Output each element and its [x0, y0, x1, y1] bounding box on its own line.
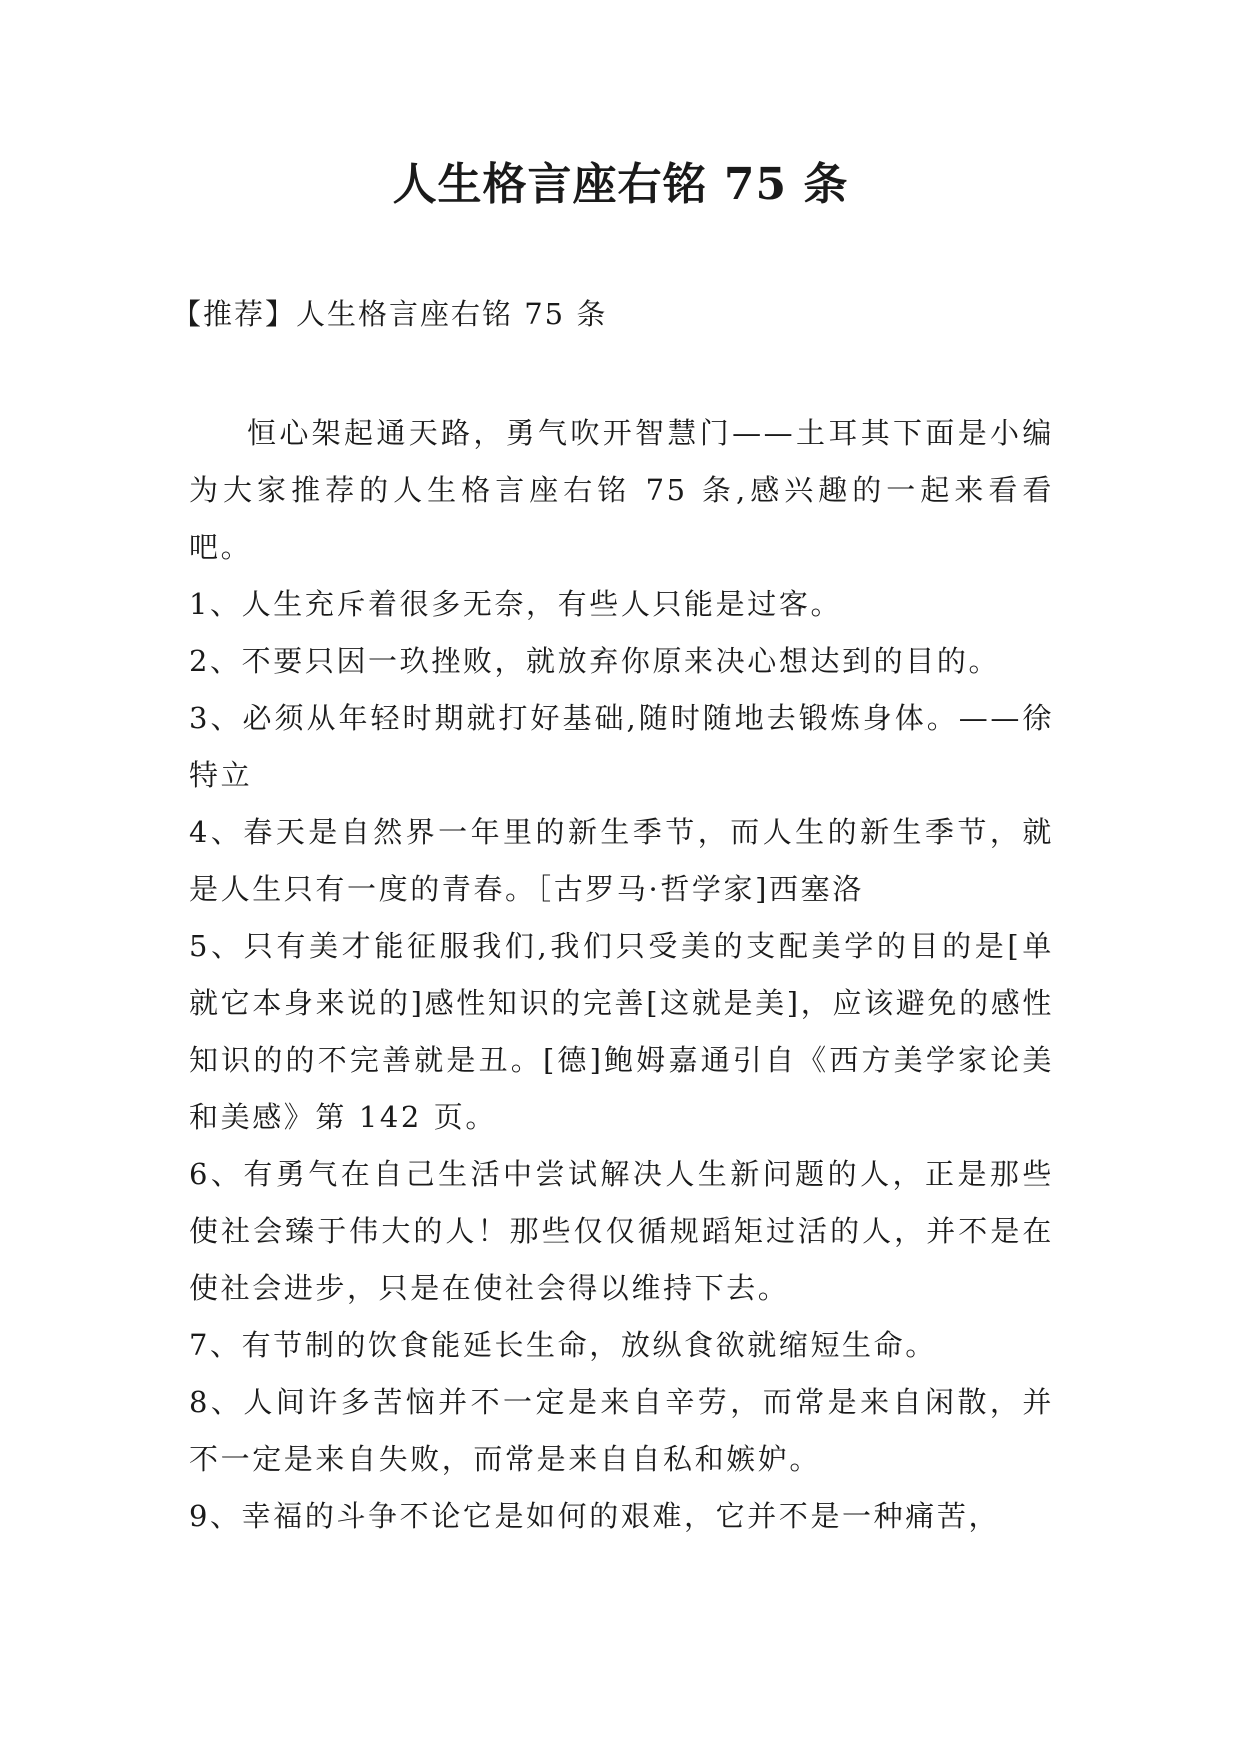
list-item: 9、幸福的斗争不论它是如何的艰难，它并不是一种痛苦，	[189, 1499, 1001, 1533]
document-subtitle: 【推荐】人生格言座右铭 75 条	[172, 297, 608, 331]
list-item: 4、春天是自然界一年里的新生季节，而人生的新生季节，就是人生只有一度的青春。［古罗马·哲学家]西塞洛	[189, 815, 1054, 906]
document-title: 人生格言座右铭 75 条	[392, 159, 849, 210]
list-item: 2、不要只因一玖挫败，就放弃你原来决心想达到的目的。	[189, 644, 1001, 678]
list-item: 1、人生充斥着很多无奈，有些人只能是过客。	[189, 587, 843, 621]
list-item: 3、必须从年轻时期就打好基础,随时随地去锻炼身体。——徐特立	[189, 701, 1054, 792]
list-item: 5、只有美才能征服我们,我们只受美的支配美学的目的是[单就它本身来说的]感性知识的完善[这就是美]，应该避免的感性知识的的不完善就是丑。[德]鲍姆嘉通引自《西方美学家论美和美感》第 142 页。	[189, 929, 1054, 1134]
intro-paragraph: 恒心架起通天路，勇气吹开智慧门——土耳其下面是小编为大家推荐的人生格言座右铭 75 条,感兴趣的一起来看看吧。	[189, 416, 1054, 564]
list-item: 7、有节制的饮食能延长生命，放纵食欲就缩短生命。	[189, 1328, 937, 1362]
document-body	[189, 405, 1054, 1545]
list-item: 6、有勇气在自己生活中尝试解决人生新问题的人，正是那些使社会臻于伟大的人！那些仅仅循规蹈矩过活的人，并不是在使社会进步，只是在使社会得以维持下去。	[189, 1157, 1054, 1305]
list-item: 8、人间许多苦恼并不一定是来自辛劳，而常是来自闲散，并不一定是来自失败，而常是来自自私和嫉妒。	[189, 1385, 1054, 1476]
